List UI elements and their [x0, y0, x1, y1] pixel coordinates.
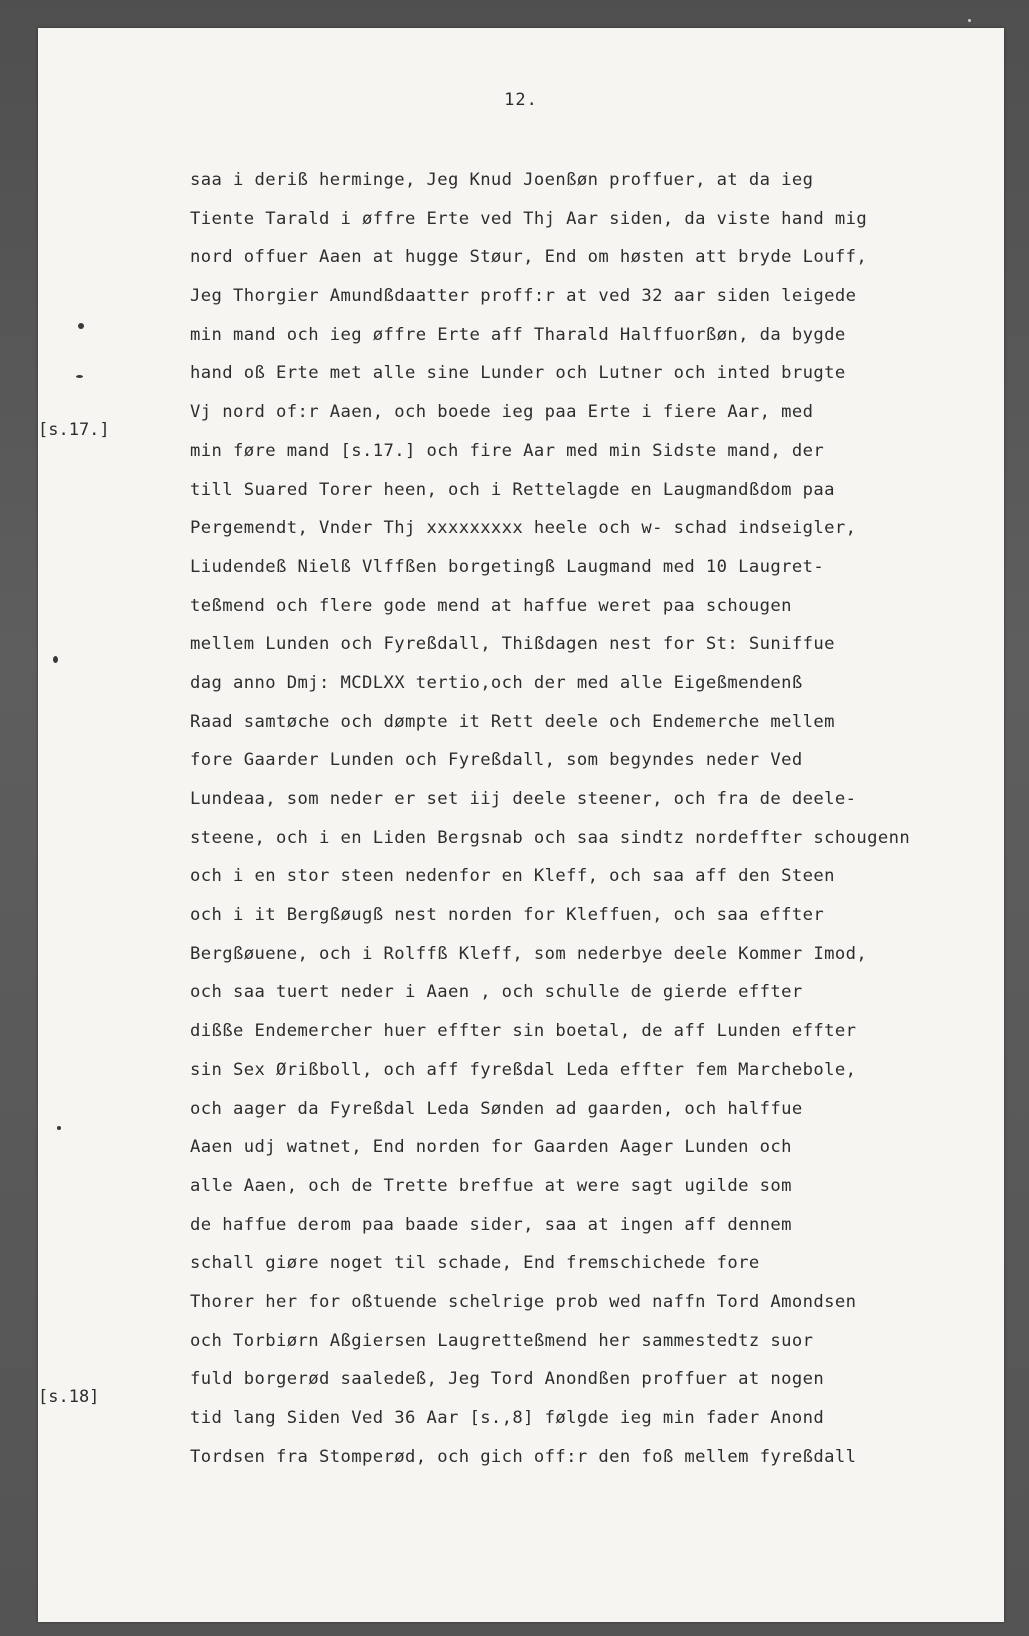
- text-line: och i en stor steen nedenfor en Kleff, och saa aff den Steen: [190, 866, 835, 887]
- text-line: Raad samtøche och dømpte it Rett deele och Endemerche mellem: [190, 711, 835, 732]
- text-line: till Suared Torer heen, och i Rettelagde en Laugmandßdom paa: [190, 479, 835, 500]
- transcript-body: [190, 161, 990, 1476]
- text-line: Aaen udj watnet, End norden for Gaarden Aager Lunden och: [190, 1137, 792, 1158]
- text-line: schall giøre noget til schade, End fremschichede fore: [190, 1253, 760, 1274]
- ink-speck: [53, 656, 58, 663]
- text-line: tid lang Siden Ved 36 Aar [s.,8] følgde ieg min fader Anond: [190, 1408, 825, 1428]
- text-line: steene, och i en Liden Bergsnab och saa sindtz nordeffter schougenn: [190, 827, 911, 848]
- ink-speck: [78, 323, 84, 329]
- text-line: och Torbiørn Aßgiersen Laugretteßmend her sammestedtz suor: [190, 1330, 814, 1351]
- text-line: Vj nord of:r Aaen, och boede ieg paa Erte i fiere Aar, med: [190, 402, 814, 423]
- text-line: sin Sex Ørißboll, och aff fyreßdal Leda effter fem Marchebole,: [190, 1059, 857, 1080]
- text-line: dag anno Dmj: MCDLXX tertio,och der med alle Eigeßmendenß: [190, 672, 803, 693]
- margin-page-reference: [s.17.]: [38, 420, 110, 440]
- text-line: och aager da Fyreßdal Leda Sønden ad gaarden, och halffue: [190, 1098, 803, 1119]
- text-line: och i it Bergßøugß nest norden for Kleffuen, och saa effter: [190, 905, 825, 926]
- text-line: fore Gaarder Lunden och Fyreßdall, som begyndes neder Ved: [190, 750, 803, 771]
- text-line: Lundeaa, som neder er set iij deele steener, och fra de deele-: [190, 789, 857, 809]
- text-line: och saa tuert neder i Aaen , och schulle de gierde effter: [190, 982, 803, 1003]
- text-line: hand oß Erte met alle sine Lunder och Lutner och inted brugte: [190, 363, 846, 384]
- margin-page-reference: [s.18]: [38, 1387, 100, 1407]
- dust-speck: [968, 19, 971, 22]
- ink-speck: [76, 375, 83, 378]
- text-line: Pergemendt, Vnder Thj xxxxxxxxx heele och w- schad indseigler,: [190, 518, 857, 539]
- text-line: dißße Endemercher huer effter sin boetal, de aff Lunden effter: [190, 1021, 857, 1042]
- ink-speck: [57, 1126, 61, 1130]
- text-line: Thorer her for oßtuende schelrige prob wed naffn Tord Amondsen: [190, 1291, 857, 1312]
- text-line: teßmend och flere gode mend at haffue weret paa schougen: [190, 595, 792, 616]
- text-line: mellem Lunden och Fyreßdall, Thißdagen nest for St: Suniffue: [190, 634, 835, 655]
- text-line: Tordsen fra Stomperød, och gich off:r den foß mellem fyreßdall: [190, 1446, 857, 1467]
- document-page: [38, 28, 1004, 1622]
- page-number: 12.: [504, 90, 538, 110]
- text-line: nord offuer Aaen at hugge Støur, End om høsten att bryde Louff,: [190, 247, 868, 268]
- text-line: saa i deriß herminge, Jeg Knud Joenßøn proffuer, at da ieg: [190, 170, 814, 190]
- text-line: Liudendeß Nielß Vlffßen borgetingß Laugmand med 10 Laugret-: [190, 556, 825, 577]
- text-line: fuld borgerød saaledeß, Jeg Tord Anondßen proffuer at nogen: [190, 1369, 825, 1390]
- text-line: Tiente Tarald i øffre Erte ved Thj Aar siden, da viste hand mig: [190, 208, 868, 229]
- text-line: Jeg Thorgier Amundßdaatter proff:r at ved 32 aar siden leigede: [190, 286, 857, 307]
- text-line: min føre mand [s.17.] och fire Aar med min Sidste mand, der: [190, 440, 825, 461]
- text-line: min mand och ieg øffre Erte aff Tharald Halffuorßøn, da bygde: [190, 324, 846, 345]
- text-line: de haffue derom paa baade sider, saa at ingen aff dennem: [190, 1214, 792, 1235]
- text-line: Bergßøuene, och i Rolffß Kleff, som nederbye deele Kommer Imod,: [190, 943, 868, 964]
- text-line: alle Aaen, och de Trette breffue at were sagt ugilde som: [190, 1175, 792, 1196]
